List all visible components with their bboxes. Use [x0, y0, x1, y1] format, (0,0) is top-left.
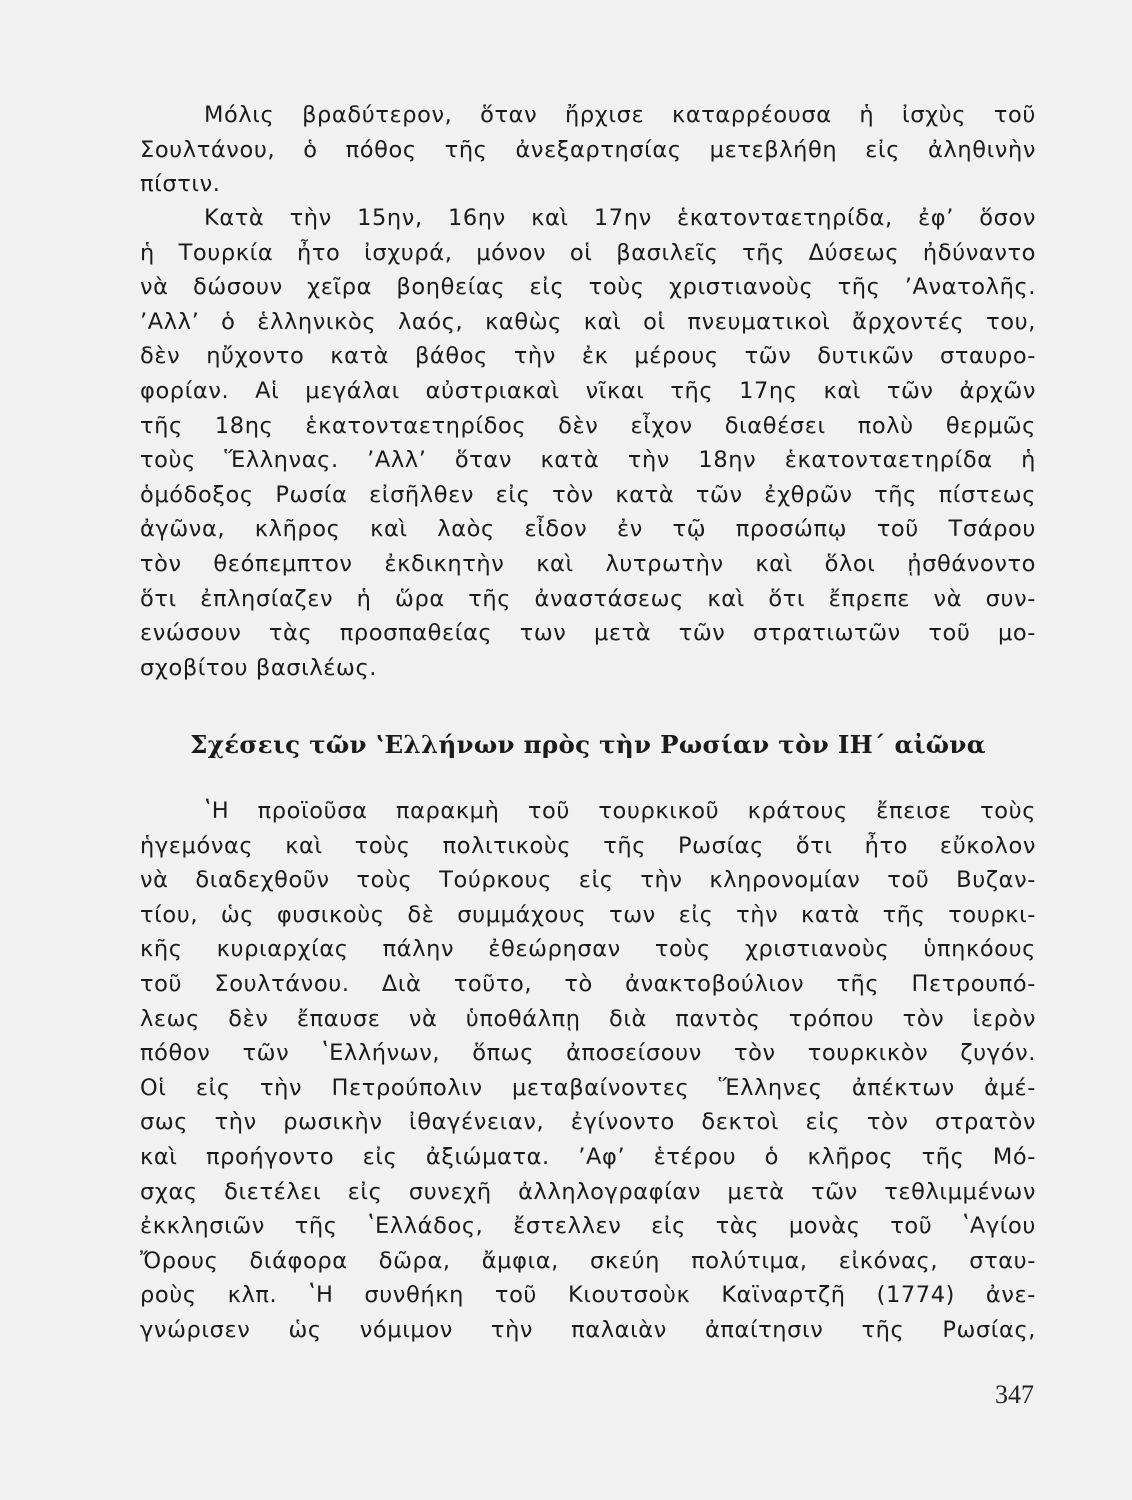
text-line: ἡ Τουρκία ἦτο ἰσχυρά, μόνον οἱ βασιλεῖς τῆς Δύσεως ἠδύναντο — [140, 239, 1036, 266]
text-line: κῆς κυριαρχίας πάλην ἐθεώρησαν τοὺς χριστιανοὺς ὑπηκόους — [140, 936, 1036, 963]
text-line: σχας διετέλει εἰς συνεχῆ ἀλληλογραφίαν μετὰ τῶν τεθλιμμένων — [140, 1178, 1036, 1205]
text-line: Ὄρους διάφορα δῶρα, ἄμφια, σκεύη πολύτιμα, εἰκόνας, σταυ- — [140, 1247, 1036, 1274]
text-line: ʽΗ προϊοῦσα παρακμὴ τοῦ τουρκικοῦ κράτους ἔπεισε τοὺς — [204, 798, 1036, 824]
text-line: τὸν θεόπεμπτον ἐκδικητὴν καὶ λυτρωτὴν καὶ ὅλοι ᾐσθάνοντο — [140, 550, 1036, 577]
text-line: νὰ δώσουν χεῖρα βοηθείας εἰς τοὺς χριστιανοὺς τῆς ’Ανατολῆς. — [140, 274, 1036, 301]
text-line: τίου, ὡς φυσικοὺς δὲ συμμάχους των εἰς τὴν κατὰ τῆς τουρκι- — [140, 901, 1036, 928]
text-line: πίστιν. — [140, 171, 221, 198]
text-line: τοῦ Σουλτάνου. Διὰ τοῦτο, τὸ ἀνακτοβούλιον τῆς Πετρουπό- — [140, 970, 1036, 997]
text-line: καὶ προήγοντο εἰς ἀξιώματα. ’Αφ’ ἑτέρου ὁ κλῆρος τῆς Μό- — [140, 1143, 1036, 1170]
text-line: δὲν ηὔχοντο κατὰ βάθος τὴν ἐκ μέρους τῶν δυτικῶν σταυρο- — [140, 343, 1036, 370]
text-line: ενώσουν τὰς προσπαθείας των μετὰ τῶν στρατιωτῶν τοῦ μο- — [140, 620, 1036, 647]
paragraph-2 — [140, 201, 1036, 685]
text-line: ὅτι ἐπλησίαζεν ἡ ὥρα τῆς ἀναστάσεως καὶ ὅτι ἔπρεπε νὰ συν- — [140, 585, 1036, 612]
paragraph-1 — [140, 98, 1036, 202]
text-line: φορίαν. Αἱ μεγάλαι αὐστριακαὶ νῖκαι τῆς 17ης καὶ τῶν ἀρχῶν — [140, 377, 1036, 404]
text-line: ἀγῶνα, κλῆρος καὶ λαὸς εἶδον ἐν τῷ προσώπῳ τοῦ Τσάρου — [140, 516, 1036, 543]
text-line: γνώρισεν ὡς νόμιμον τὴν παλαιὰν ἀπαίτησιν τῆς Ρωσίας, — [140, 1316, 1036, 1343]
text-line: τοὺς Ἕλληνας. ’Αλλ’ ὅταν κατὰ τὴν 18ην ἑκατονταετηρίδα ἡ — [140, 447, 1036, 474]
text-line: ροὺς κλπ. ʽΗ συνθήκη τοῦ Κιουτσοὺκ Καϊναρτζῆ (1774) ἀνε- — [140, 1282, 1036, 1309]
text-line: ὁμόδοξος Ρωσία εἰσῆλθεν εἰς τὸν κατὰ τῶν ἐχθρῶν τῆς πίστεως — [140, 481, 1036, 508]
text-line: Οἱ εἰς τὴν Πετρούπολιν μεταβαίνοντες Ἕλληνες ἀπέκτων ἀμέ- — [140, 1074, 1036, 1101]
text-line: πόθον τῶν ʽΕλλήνων, ὅπως ἀποσείσουν τὸν τουρκικὸν ζυγόν. — [140, 1040, 1036, 1067]
text-line: ἐκκλησιῶν τῆς ʽΕλλάδος, ἔστελλεν εἰς τὰς μονὰς τοῦ ʽΑγίου — [140, 1213, 1036, 1240]
text-line: νὰ διαδεχθοῦν τοὺς Τούρκους εἰς τὴν κληρονομίαν τοῦ Βυζαν- — [140, 867, 1036, 894]
text-line: ἡγεμόνας καὶ τοὺς πολιτικοὺς τῆς Ρωσίας ὅτι ἦτο εὔκολον — [140, 832, 1036, 859]
text-line: ’Αλλ’ ὁ ἑλληνικὸς λαός, καθὼς καὶ οἱ πνευματικοὶ ἄρχοντές του, — [140, 308, 1036, 335]
text-line: τῆς 18ης ἑκατονταετηρίδος δὲν εἶχον διαθέσει πολὺ θερμῶς — [140, 412, 1036, 439]
paragraph-3 — [140, 794, 1036, 1348]
text-line: σχοβίτου βασιλέως. — [140, 654, 378, 681]
text-line: σως τὴν ρωσικὴν ἰθαγένειαν, ἐγίνοντο δεκτοὶ εἰς τὸν στρατὸν — [140, 1109, 1036, 1136]
text-line: Κατὰ τὴν 15ην, 16ην καὶ 17ην ἑκατονταετηρίδα, ἐφ’ ὅσον — [204, 205, 1036, 231]
text-line: λεως δὲν ἔπαυσε νὰ ὑποθάλπῃ διὰ παντὸς τρόπου τὸν ἱερὸν — [140, 1005, 1036, 1032]
text-line: Σουλτάνου, ὁ πόθος τῆς ἀνεξαρτησίας μετεβλήθη εἰς ἀληθινὴν — [140, 136, 1036, 163]
text-line: Μόλις βραδύτερον, ὅταν ἤρχισε καταρρέουσα ἡ ἰσχὺς τοῦ — [204, 102, 1036, 128]
page-number: 347 — [995, 1380, 1034, 1409]
section-heading: Σχέσεις τῶν ʽΕλλήνων πρὸς τὴν Ρωσίαν τὸν ΙΗ΄ αἰῶνα — [190, 730, 986, 759]
